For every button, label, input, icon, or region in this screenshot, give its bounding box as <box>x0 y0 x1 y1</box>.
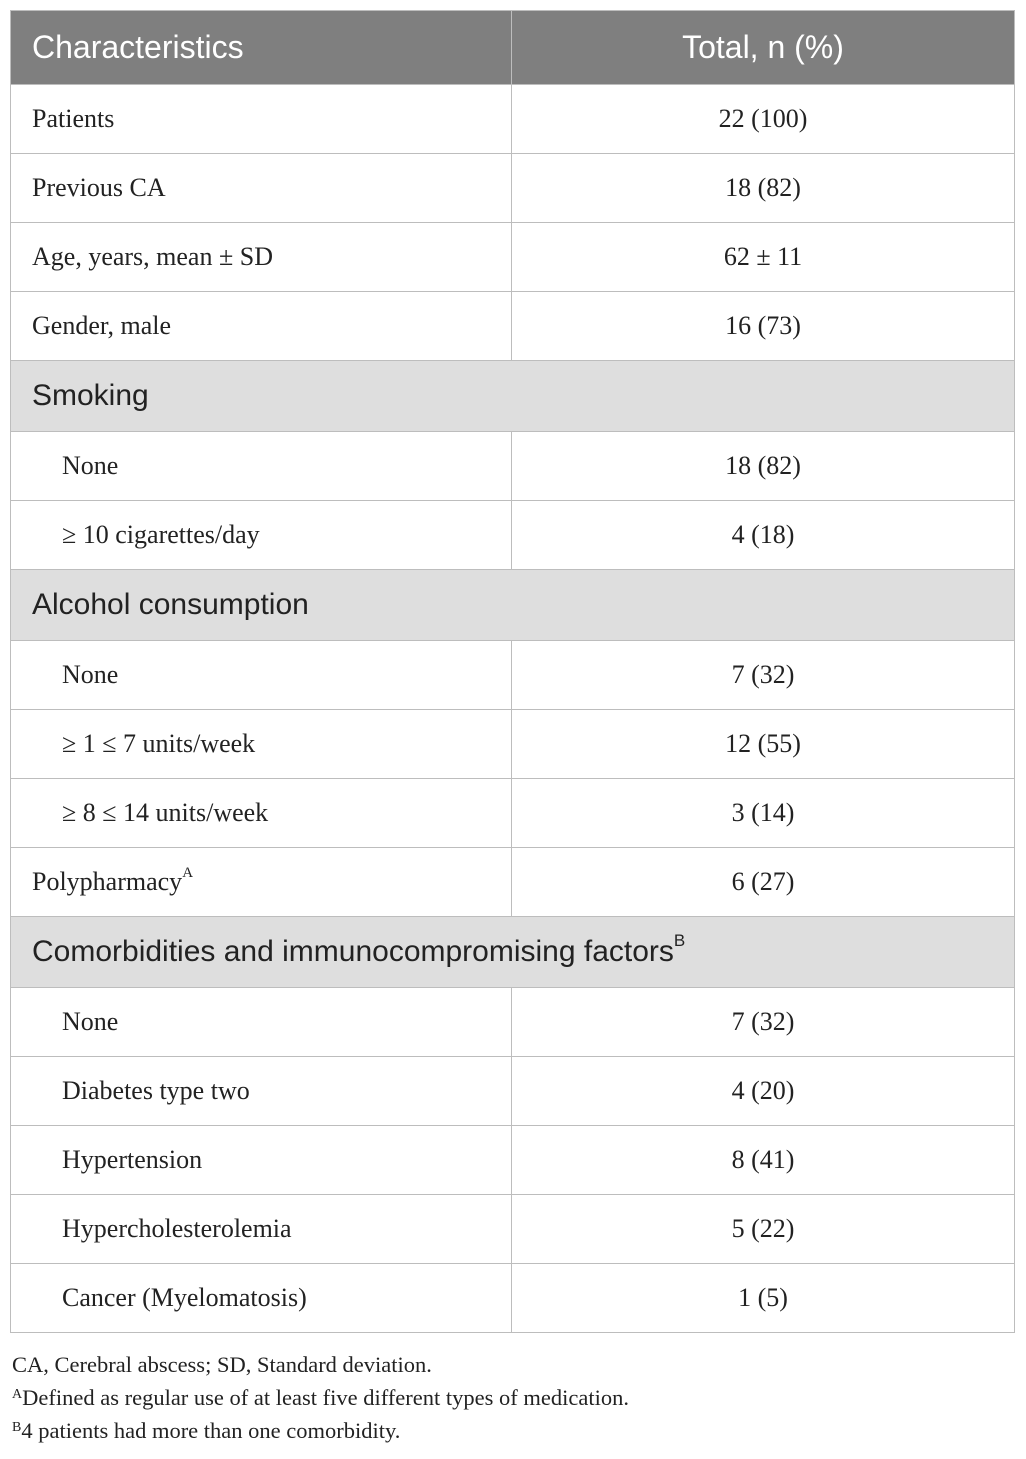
table-row <box>11 988 1015 1057</box>
row-value: 7 (32) <box>512 988 1015 1057</box>
table-row <box>11 848 1015 917</box>
row-label: ≥ 10 cigarettes/day <box>11 501 512 570</box>
header-total: Total, n (%) <box>512 11 1015 85</box>
section-label: Smoking <box>11 361 1015 432</box>
row-value: 5 (22) <box>512 1195 1015 1264</box>
table-row <box>11 501 1015 570</box>
section-row-comorbidities <box>11 917 1015 988</box>
table-row <box>11 292 1015 361</box>
row-value: 3 (14) <box>512 779 1015 848</box>
table-row <box>11 1195 1015 1264</box>
row-label-polypharmacy <box>11 848 512 917</box>
row-label: Diabetes type two <box>11 1057 512 1126</box>
section-label: Alcohol consumption <box>11 570 1015 641</box>
row-label: None <box>11 641 512 710</box>
row-value: 18 (82) <box>512 432 1015 501</box>
table-row <box>11 779 1015 848</box>
row-label: None <box>11 988 512 1057</box>
table-row <box>11 432 1015 501</box>
row-value: 12 (55) <box>512 710 1015 779</box>
row-label: Hypercholesterolemia <box>11 1195 512 1264</box>
row-value: 8 (41) <box>512 1126 1015 1195</box>
row-value: 4 (20) <box>512 1057 1015 1126</box>
row-value: 16 (73) <box>512 292 1015 361</box>
footnote-b <box>12 1414 1012 1447</box>
table-row <box>11 85 1015 154</box>
row-value: 6 (27) <box>512 848 1015 917</box>
row-value: 7 (32) <box>512 641 1015 710</box>
row-value: 22 (100) <box>512 85 1015 154</box>
table-row <box>11 1126 1015 1195</box>
row-value: 1 (5) <box>512 1264 1015 1333</box>
row-value: 18 (82) <box>512 154 1015 223</box>
row-label: Previous CA <box>11 154 512 223</box>
header-characteristics: Characteristics <box>11 11 512 85</box>
row-label: ≥ 1 ≤ 7 units/week <box>11 710 512 779</box>
footnote-a-marker: A <box>12 1387 23 1402</box>
section-row-smoking <box>11 361 1015 432</box>
section-label: Comorbidities and immunocompromising factors <box>32 935 674 968</box>
table-footnotes <box>12 1348 1012 1447</box>
table-header-row <box>11 11 1015 85</box>
footnote-b-text: 4 patients had more than one comorbidity. <box>21 1418 401 1443</box>
row-label: Gender, male <box>11 292 512 361</box>
characteristics-table <box>10 10 1015 1333</box>
footnote-a <box>12 1381 1012 1414</box>
row-label: Polypharmacy <box>32 867 183 896</box>
row-label: ≥ 8 ≤ 14 units/week <box>11 779 512 848</box>
table-row <box>11 154 1015 223</box>
footnote-a-text: Defined as regular use of at least five different types of medication. <box>22 1385 629 1410</box>
section-row-alcohol <box>11 570 1015 641</box>
row-label: Patients <box>11 85 512 154</box>
row-label: Hypertension <box>11 1126 512 1195</box>
footnote-b-marker: B <box>12 1420 22 1435</box>
row-label: Cancer (Myelomatosis) <box>11 1264 512 1333</box>
row-label: None <box>11 432 512 501</box>
row-label: Age, years, mean ± SD <box>11 223 512 292</box>
row-value: 4 (18) <box>512 501 1015 570</box>
footnote-marker-a: A <box>182 865 194 881</box>
table-row <box>11 710 1015 779</box>
table-row <box>11 223 1015 292</box>
footnote-marker-b: B <box>673 931 686 950</box>
table-row <box>11 1057 1015 1126</box>
footnote-abbreviations: CA, Cerebral abscess; SD, Standard deviation. <box>12 1352 432 1377</box>
table-row <box>11 1264 1015 1333</box>
table-row <box>11 641 1015 710</box>
section-cell <box>11 917 1015 988</box>
row-value: 62 ± 11 <box>512 223 1015 292</box>
